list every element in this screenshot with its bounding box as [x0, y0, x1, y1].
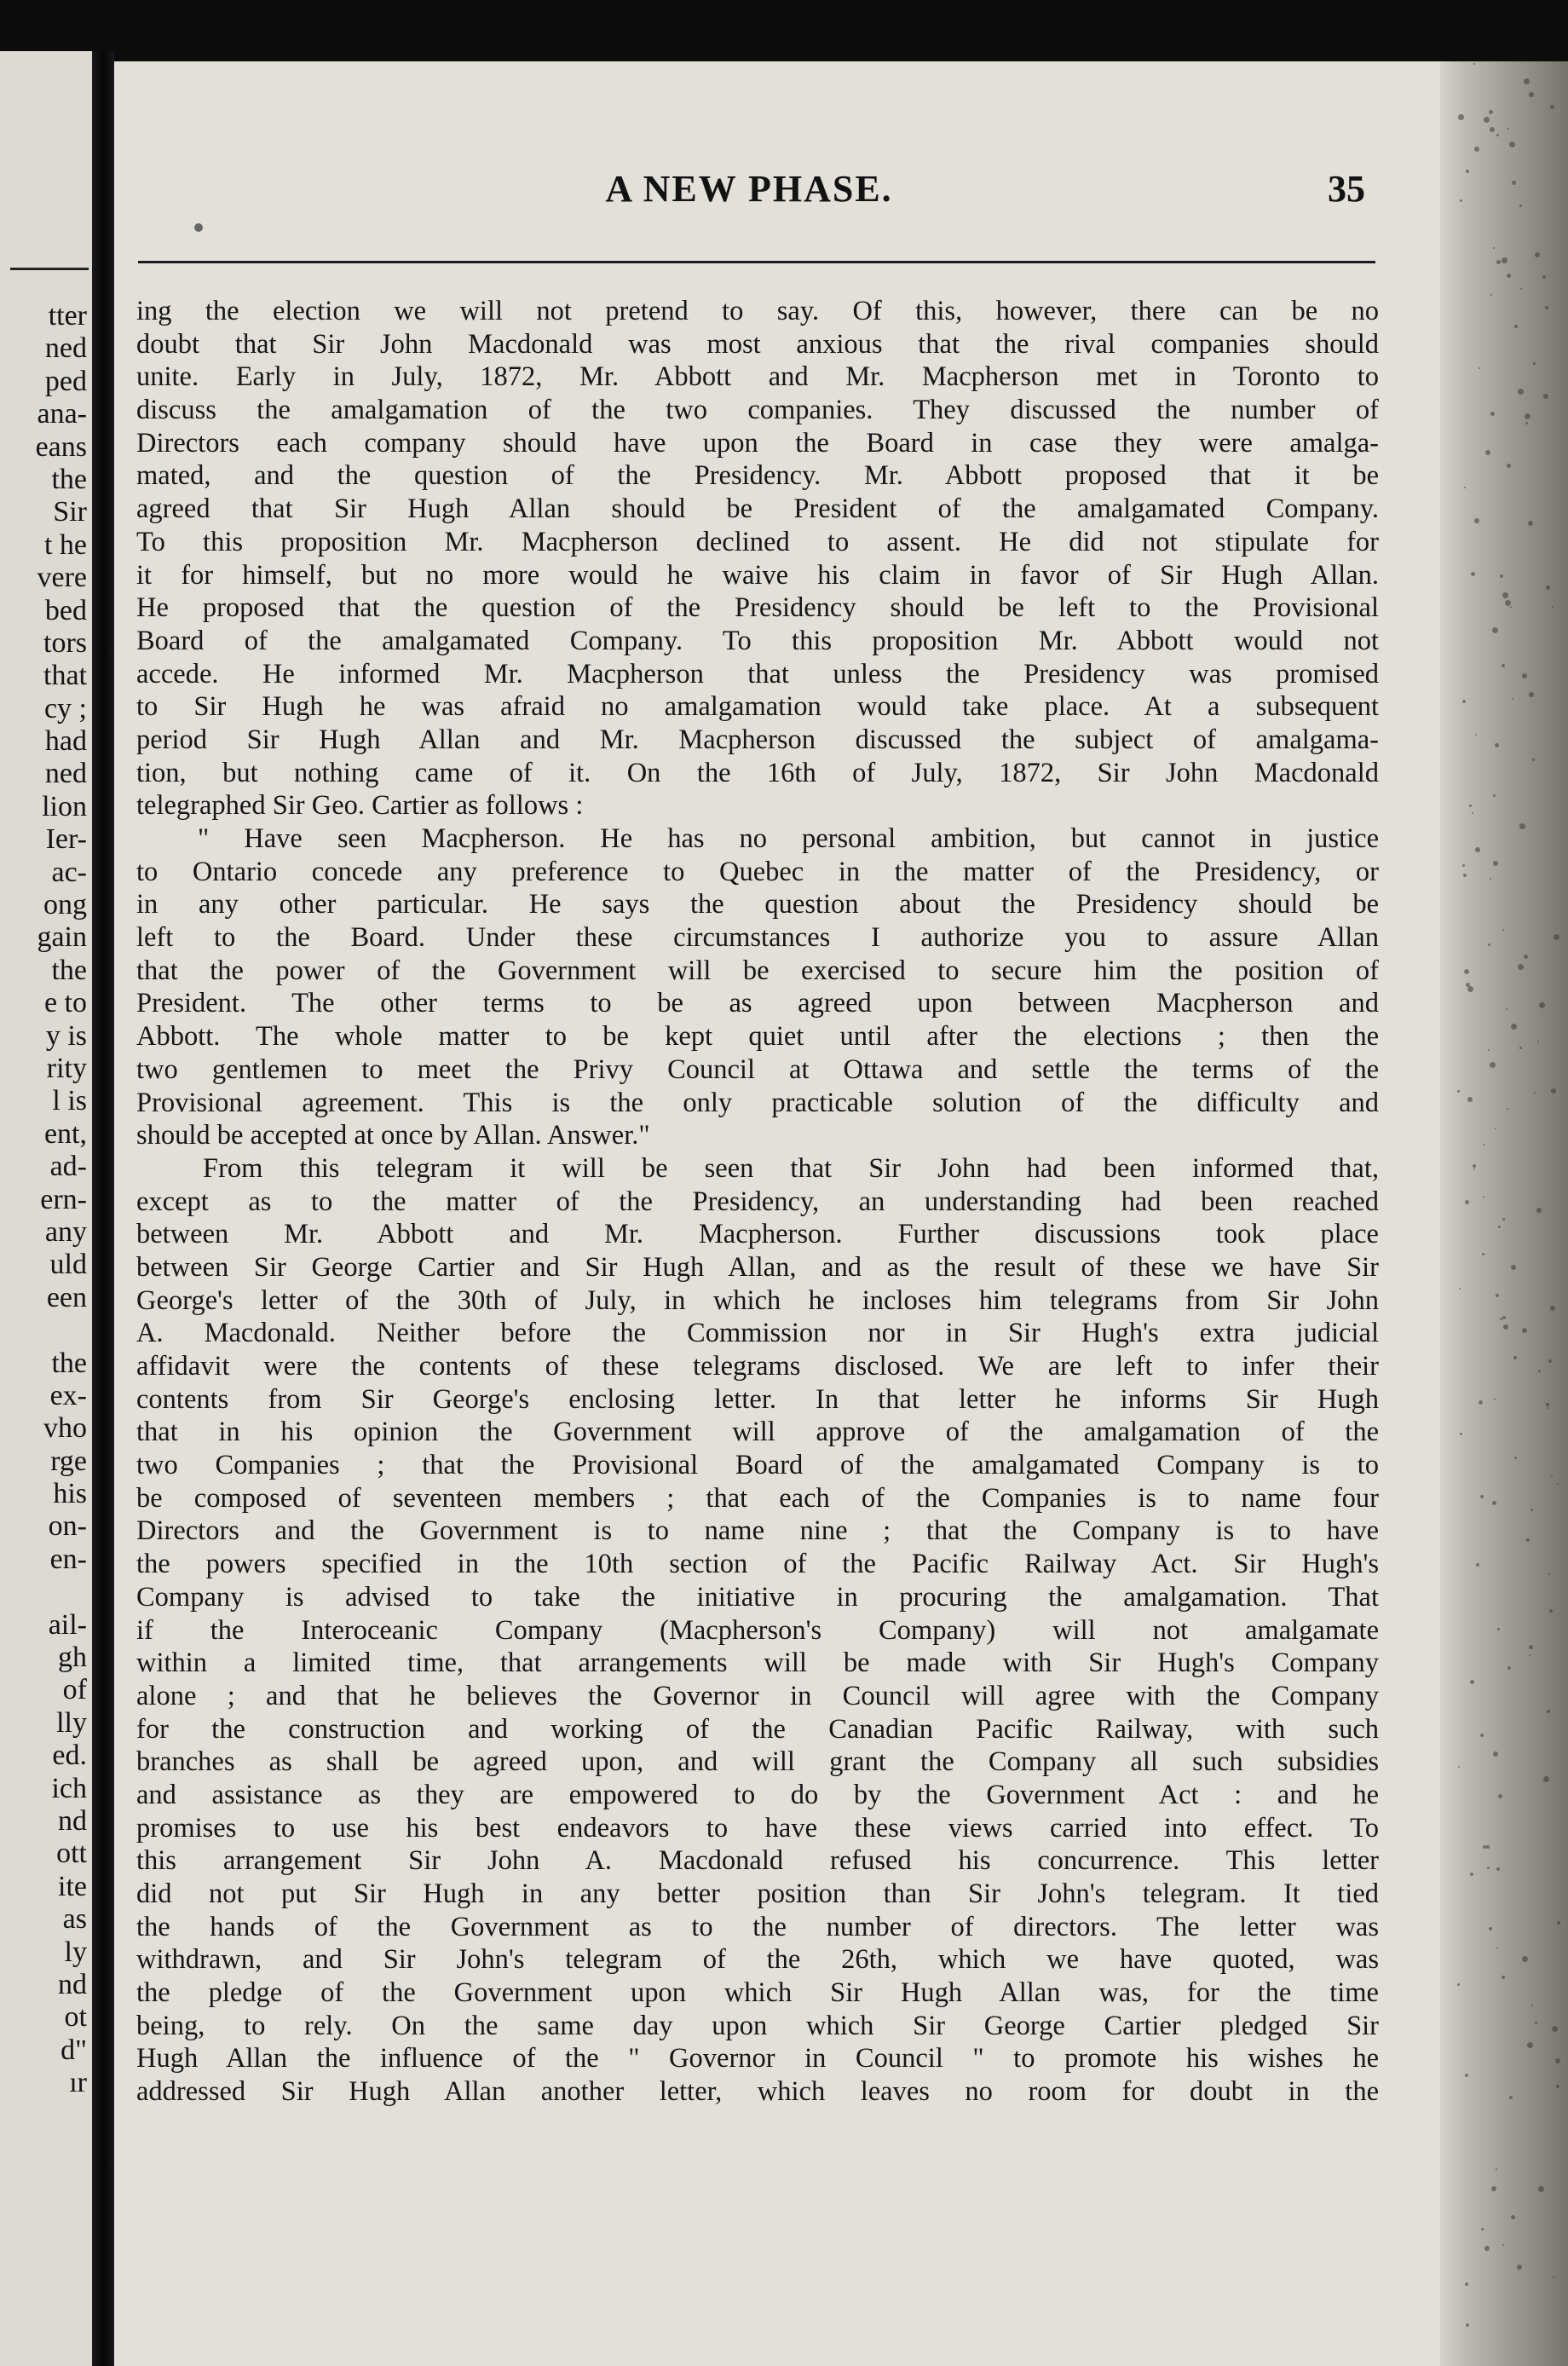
previous-page-fragment: Ier- [45, 823, 87, 856]
edge-speck [1480, 1734, 1484, 1737]
text-line: to Ontario concede any preference to Quebec in the matter of the Presidency, or [136, 856, 1379, 887]
edge-speck [1507, 1108, 1508, 1110]
text-line: tion, but nothing came of it. On the 16th of July, 1872, Sir John Macdonald [136, 757, 1379, 788]
edge-speck [1488, 944, 1490, 946]
edge-speck [1500, 574, 1503, 578]
edge-speck [1490, 294, 1492, 296]
edge-speck [1470, 1873, 1473, 1876]
edge-speck [1517, 2265, 1522, 2270]
edge-speck [1507, 274, 1511, 278]
text-line: alone ; and that he believes the Governor in Council will agree with the Company [136, 1680, 1379, 1711]
header-rule [138, 261, 1375, 263]
book-gutter [92, 51, 114, 2366]
previous-page-fragment: the [51, 1347, 87, 1379]
previous-page-fragment: on- [48, 1510, 87, 1543]
previous-page-fragment: ped [44, 365, 87, 397]
text-line: doubt that Sir John Macdonald was most anxious that the rival companies should [136, 328, 1379, 360]
text-line: between Sir George Cartier and Sir Hugh Allan, and as the result of these we have Sir [136, 1251, 1379, 1283]
edge-speck [1522, 1328, 1527, 1333]
edge-speck [1488, 1049, 1490, 1051]
text-line: A. Macdonald. Neither before the Commission nor in Sir Hugh's extra judicial [136, 1318, 1379, 1349]
text-line: for the construction and working of the Canadian Pacific Railway, with such [136, 1713, 1379, 1745]
edge-speck [1483, 1196, 1484, 1197]
edge-speck [1529, 1654, 1531, 1656]
edge-speck [1522, 673, 1527, 678]
edge-speck [1494, 1399, 1496, 1400]
previous-page-fragment: ent, [43, 1117, 87, 1150]
previous-page-fragment: gh [58, 1642, 87, 1674]
text-line: if the Interoceanic Company (Macpherson's Company) will not amalgamate [136, 1614, 1379, 1646]
edge-speck [1534, 1092, 1536, 1094]
edge-speck [1509, 2096, 1513, 2099]
ink-speck [194, 223, 203, 232]
previous-page-fragment: tter [48, 300, 87, 332]
edge-speck [1496, 134, 1499, 136]
edge-speck [1465, 1200, 1469, 1204]
text-line: To this proposition Mr. Macpherson declined to assent. He did not stipulate for [136, 526, 1379, 557]
edge-speck [1489, 110, 1493, 114]
edge-speck [1532, 759, 1535, 761]
previous-page-fragment: rge [50, 1445, 87, 1477]
edge-speck [1502, 1976, 1505, 1979]
previous-page-fragment: gain [37, 921, 87, 954]
edge-speck [1459, 1288, 1461, 1290]
previous-page-fragment: e to [43, 987, 87, 1019]
previous-page-fragment [2, 1576, 87, 1608]
edge-speck [1509, 141, 1515, 147]
edge-speck [1457, 1983, 1460, 1986]
edge-speck [1529, 692, 1534, 697]
edge-speck [1466, 170, 1469, 173]
edge-speck [1535, 252, 1540, 257]
edge-speck [1512, 698, 1513, 700]
edge-speck [1484, 2246, 1490, 2251]
edge-speck [1556, 2085, 1559, 2088]
edge-speck [1463, 874, 1467, 877]
previous-page-fragment: nd [58, 1804, 87, 1837]
edge-speck [1533, 362, 1536, 365]
edge-speck [1525, 413, 1531, 419]
text-line: Directors and the Government is to name nine ; that the Company is to have [136, 1515, 1379, 1547]
edge-speck [1502, 2244, 1504, 2246]
text-line: that the power of the Government will be exercised to secure him the position of [136, 955, 1379, 986]
edge-speck [1531, 1509, 1533, 1511]
edge-speck [1473, 63, 1475, 65]
text-line: George's letter of the 30th of July, in which he incloses him telegrams from Sir John [136, 1284, 1379, 1316]
previous-page-fragment: nd [58, 1968, 87, 2000]
edge-speck [1542, 275, 1546, 279]
edge-speck [1467, 1097, 1473, 1102]
text-line: Provisional agreement. This is the only practicable solution of the difficulty and [136, 1087, 1379, 1118]
edge-speck [1464, 969, 1469, 974]
edge-speck [1466, 2323, 1469, 2327]
edge-speck [1546, 1403, 1549, 1406]
text-line: period Sir Hugh Allan and Mr. Macpherson discussed the subject of amalgama- [136, 724, 1379, 755]
edge-speck [1496, 260, 1501, 264]
edge-speck [1535, 2022, 1537, 2024]
edge-speck [1511, 2215, 1515, 2219]
text-line: He proposed that the question of the Presidency should be left to the Provisional [136, 592, 1379, 624]
text-line: addressed Sir Hugh Allan another letter, which leaves no room for doubt in the [136, 2076, 1379, 2108]
edge-speck [1502, 592, 1508, 598]
text-line: branches as shall be agreed upon, and will grant the Company all such subsidies [136, 1746, 1379, 1778]
edge-speck [1457, 1090, 1460, 1093]
edge-speck [1481, 2228, 1484, 2230]
edge-speck [1548, 1359, 1552, 1363]
edge-speck [1460, 199, 1462, 202]
edge-speck [1471, 572, 1475, 576]
body-text [136, 295, 1379, 2109]
previous-page-fragment: ite [58, 1870, 87, 1902]
page-edge-shadow [1440, 61, 1568, 2366]
edge-speck [1489, 1927, 1492, 1930]
edge-speck [1510, 606, 1512, 608]
edge-speck [1522, 1956, 1528, 1962]
previous-page-fragment: cy ; [43, 692, 87, 724]
edge-speck [1502, 929, 1504, 931]
edge-speck [1467, 986, 1473, 992]
edge-speck [1528, 521, 1533, 526]
edge-speck [1480, 1495, 1484, 1498]
edge-speck [1482, 1253, 1484, 1255]
text-line: contents from Sir George's enclosing letter. In that letter he informs Sir Hugh [136, 1383, 1379, 1415]
edge-speck [1465, 2074, 1468, 2077]
edge-speck [1503, 1324, 1508, 1330]
edge-speck [1552, 2026, 1558, 2032]
text-line: accede. He informed Mr. Macpherson that unless the Presidency was promised [136, 658, 1379, 690]
text-line: that in his opinion the Government will approve of the amalgamation of the [136, 1417, 1379, 1448]
text-line: telegraphed Sir Geo. Cartier as follows : [136, 790, 584, 822]
edge-speck [1529, 1645, 1533, 1649]
previous-page-fragment: any [44, 1215, 87, 1248]
previous-page-text [2, 300, 87, 2099]
previous-page-fragment: d" [61, 2034, 87, 2066]
edge-speck [1511, 1265, 1516, 1270]
previous-page-fragment: ern- [40, 1183, 87, 1215]
previous-page-fragment: een [46, 1281, 87, 1313]
previous-page-fragment: uld [49, 1249, 87, 1281]
edge-speck [1486, 1845, 1490, 1849]
edge-speck [1496, 1867, 1500, 1871]
edge-speck [1490, 878, 1491, 880]
edge-speck [1493, 861, 1498, 866]
previous-page-fragment: lion [42, 790, 87, 822]
edge-speck [1543, 394, 1548, 399]
edge-speck [1479, 367, 1480, 369]
edge-speck [1493, 247, 1495, 249]
edge-speck [1498, 1226, 1501, 1228]
edge-speck [1552, 606, 1554, 608]
edge-speck [1546, 586, 1550, 590]
edge-speck [1557, 1921, 1560, 1925]
text-line: two gentlemen to meet the Privy Council at Ottawa and settle the terms of the [136, 1053, 1379, 1085]
edge-speck [1458, 1766, 1460, 1768]
edge-speck [1507, 1666, 1511, 1670]
previous-page-fragment: ex- [49, 1379, 87, 1411]
edge-speck [1548, 1573, 1550, 1575]
edge-speck [1550, 1306, 1555, 1311]
edge-speck [1458, 114, 1464, 120]
edge-speck [1464, 487, 1466, 488]
edge-speck [1462, 700, 1466, 703]
edge-speck [1519, 823, 1525, 829]
text-line: two Companies ; that the Provisional Board of the amalgamated Company is to [136, 1450, 1379, 1481]
edge-speck [1495, 1128, 1496, 1129]
text-line: ing the election we will not pretend to say. Of this, however, there can be no [136, 296, 1379, 326]
edge-speck [1536, 1208, 1542, 1213]
previous-page-fragment: of [62, 1674, 87, 1706]
previous-page-fragment: vho [43, 1412, 87, 1445]
edge-speck [1507, 128, 1509, 130]
previous-page-fragment: Sir [53, 496, 87, 528]
text-line: this arrangement Sir John A. Macdonald refused his concurrence. This letter [136, 1845, 1379, 1877]
edge-speck [1472, 812, 1473, 814]
edge-speck [1490, 412, 1495, 416]
edge-speck [1473, 1164, 1476, 1168]
previous-page-fragment: that [43, 660, 87, 692]
text-line: mated, and the question of the Presidency. Mr. Abbott proposed that it be [136, 460, 1379, 492]
edge-speck [1487, 1867, 1490, 1869]
edge-speck [1554, 934, 1559, 940]
text-line: except as to the matter of the Presidency, an understanding had been reached [136, 1186, 1379, 1217]
edge-speck [1493, 1751, 1498, 1757]
edge-speck [1539, 1002, 1545, 1008]
edge-speck [1512, 181, 1516, 185]
previous-page-fragment: his [53, 1478, 87, 1510]
previous-page-fragment: tors [43, 626, 87, 659]
edge-speck [1514, 325, 1518, 328]
edge-speck [1495, 743, 1499, 747]
previous-page-edge [0, 51, 92, 2366]
edge-speck [1460, 1433, 1462, 1435]
edge-speck [1524, 78, 1530, 84]
text-line: it for himself, but no more would he waive his claim in favor of Sir Hugh Allan. [136, 559, 1379, 591]
previous-page-fragment: lly [56, 1706, 87, 1739]
previous-page-fragment: ana- [37, 398, 87, 430]
previous-page-fragment: rity [46, 1052, 87, 1084]
edge-speck [1527, 2042, 1533, 2048]
previous-page-fragment [2, 1314, 87, 1347]
previous-page-fragment: vere [37, 562, 87, 594]
previous-page-fragment: en- [49, 1543, 87, 1575]
edge-speck [1506, 1008, 1507, 1010]
text-line: Directors each company should have upon the Board in case they were amalga- [136, 427, 1379, 459]
text-line: promises to use his best endeavors to have these views carried into effect. To [136, 1812, 1379, 1844]
edge-speck [1524, 955, 1528, 959]
previous-page-fragment: ned [44, 758, 87, 790]
edge-speck [1470, 1680, 1474, 1684]
page-number: 35 [1328, 168, 1365, 210]
edge-speck [1475, 847, 1480, 852]
text-line: between Mr. Abbott and Mr. Macpherson. Further discussions took place [136, 1219, 1379, 1250]
edge-speck [1519, 1047, 1522, 1049]
text-line: the powers specified in the 10th section of the Pacific Railway Act. Sir Hugh's [136, 1549, 1379, 1580]
text-line: Company is advised to take the initiative in procuring the amalgamation. That [136, 1581, 1379, 1613]
text-line: Abbott. The whole matter to be kept quiet until after the elections ; then the [136, 1021, 1379, 1053]
edge-speck [1545, 306, 1548, 309]
text-line: unite. Early in July, 1872, Mr. Abbott and Mr. Macpherson met in Toronto to [136, 361, 1379, 393]
edge-speck [1465, 2282, 1468, 2286]
previous-page-fragment: ott [56, 1838, 87, 1870]
text-line: withdrawn, and Sir John's telegram of the 26th, which we have quoted, was [136, 1944, 1379, 1976]
edge-speck [1518, 964, 1524, 970]
previous-page-fragment: ad- [49, 1151, 87, 1183]
edge-speck [1502, 1218, 1505, 1221]
edge-speck [1526, 1538, 1530, 1542]
edge-speck [1490, 1062, 1496, 1068]
edge-speck [1502, 257, 1507, 263]
edge-speck [1531, 2005, 1533, 2006]
edge-speck [1496, 1948, 1498, 1949]
text-line: discuss the amalgamation of the two companies. They discussed the number of [136, 395, 1379, 426]
edge-speck [1553, 2277, 1554, 2278]
text-line: Board of the amalgamated Company. To this proposition Mr. Abbott would not [136, 625, 1379, 656]
edge-speck [1537, 1041, 1539, 1042]
edge-speck [1462, 864, 1465, 867]
edge-speck [1479, 1400, 1483, 1405]
previous-page-fragment: y is [45, 1019, 87, 1052]
text-line: the hands of the Government as to the number of directors. The letter was [136, 1911, 1379, 1942]
edge-speck [1529, 92, 1534, 97]
edge-speck [1492, 627, 1498, 633]
text-line: affidavit were the contents of these telegrams disclosed. We are left to infer their [136, 1351, 1379, 1382]
edge-speck [1483, 1144, 1484, 1145]
edge-speck [1475, 734, 1477, 736]
text-line: " Have seen Macpherson. He has no personal ambition, but cannot in justice [198, 823, 1379, 854]
edge-speck [1551, 1088, 1556, 1094]
previous-page-fragment: ed. [52, 1740, 87, 1772]
edge-speck [1557, 1483, 1559, 1485]
edge-speck [1485, 450, 1490, 455]
edge-speck [1502, 1316, 1506, 1319]
edge-speck [1555, 2058, 1560, 2063]
edge-speck [1497, 1628, 1500, 1630]
running-head-title: A NEW PHASE. [605, 168, 893, 210]
edge-speck [1474, 147, 1479, 152]
text-line: Hugh Allan the influence of the " Governor in Council " to promote his wishes he [136, 2043, 1379, 2075]
edge-speck [1543, 1776, 1549, 1782]
text-line: within a limited time, that arrangements will be made with Sir Hugh's Company [136, 1648, 1379, 1679]
previous-page-fragment: ac- [51, 856, 87, 888]
previous-page-fragment: t he [43, 528, 87, 561]
text-line: in any other particular. He says the question about the Presidency should be [136, 889, 1379, 920]
text-line: did not put Sir Hugh in any better position than Sir John's telegram. It tied [136, 1878, 1379, 1909]
edge-speck [1518, 389, 1524, 395]
edge-speck [1498, 1794, 1502, 1798]
previous-page-fragment: ot [64, 2001, 87, 2034]
text-line: left to the Board. Under these circumstances I authorize you to assure Allan [136, 922, 1379, 954]
text-line: and assistance as they are empowered to do by the Government Act : and he [136, 1779, 1379, 1810]
previous-page-fragment: bed [44, 594, 87, 626]
text-line: President. The other terms to be as agreed upon between Macpherson and [136, 988, 1379, 1019]
edge-speck [1469, 805, 1472, 807]
edge-speck [1538, 1370, 1541, 1372]
edge-speck [1511, 1024, 1517, 1030]
previous-page-fragment: ong [43, 889, 87, 921]
edge-speck [1502, 664, 1505, 667]
edge-speck [1538, 2186, 1544, 2192]
previous-page-fragment: the [51, 463, 87, 495]
edge-speck [1473, 1169, 1475, 1170]
edge-speck [1547, 1710, 1550, 1713]
previous-page-fragment: ly [64, 1936, 87, 1968]
previous-page-fragment: ich [51, 1772, 87, 1804]
previous-page-fragment: the [51, 954, 87, 986]
edge-speck [1551, 1475, 1553, 1477]
text-line: to Sir Hugh he was afraid no amalgamation would take place. At a subsequent [136, 691, 1379, 723]
edge-speck [1507, 464, 1511, 468]
text-line: being, to rely. On the same day upon which Sir George Cartier pledged Sir [136, 2010, 1379, 2041]
edge-speck [1492, 1501, 1496, 1505]
edge-speck [1491, 2186, 1496, 2191]
edge-speck [1476, 1563, 1479, 1567]
edge-speck [1514, 1457, 1517, 1459]
edge-speck [1513, 1356, 1517, 1359]
edge-speck [1505, 600, 1511, 606]
previous-page-fragment: l is [52, 1085, 87, 1117]
edge-speck [1550, 105, 1554, 109]
edge-speck [1520, 288, 1522, 290]
edge-speck [1474, 518, 1479, 523]
previous-page-fragment: eans [35, 430, 87, 463]
previous-page-fragment: ail- [48, 1608, 87, 1641]
running-head [114, 167, 1452, 218]
previous-page-fragment: ned [44, 332, 87, 365]
text-line: be composed of seventeen members ; that each of the Companies is to name four [136, 1482, 1379, 1514]
previous-page-fragment: as [62, 1903, 87, 1936]
edge-speck [1483, 1845, 1486, 1849]
previous-page-fragment: had [44, 725, 87, 758]
edge-speck [1493, 794, 1496, 797]
edge-speck [1496, 1294, 1499, 1297]
text-line: agreed that Sir Hugh Allan should be President of the amalgamated Company. [136, 493, 1379, 525]
edge-speck [1547, 1407, 1548, 1409]
edge-speck [1484, 117, 1490, 123]
edge-speck [1496, 2168, 1497, 2170]
text-line: the pledge of the Government upon which Sir Hugh Allan was, for the time [136, 1977, 1379, 2009]
edge-speck [1490, 127, 1495, 132]
previous-page-fragment: ır [69, 2067, 87, 2099]
text-line: From this telegram it will be seen that Sir John had been informed that, [203, 1152, 1379, 1184]
edge-speck [1525, 422, 1528, 424]
text-line: should be accepted at once by Allan. Answer." [136, 1120, 650, 1151]
edge-speck [1519, 205, 1522, 207]
edge-speck [1549, 1609, 1553, 1613]
previous-page-rule [10, 268, 89, 270]
